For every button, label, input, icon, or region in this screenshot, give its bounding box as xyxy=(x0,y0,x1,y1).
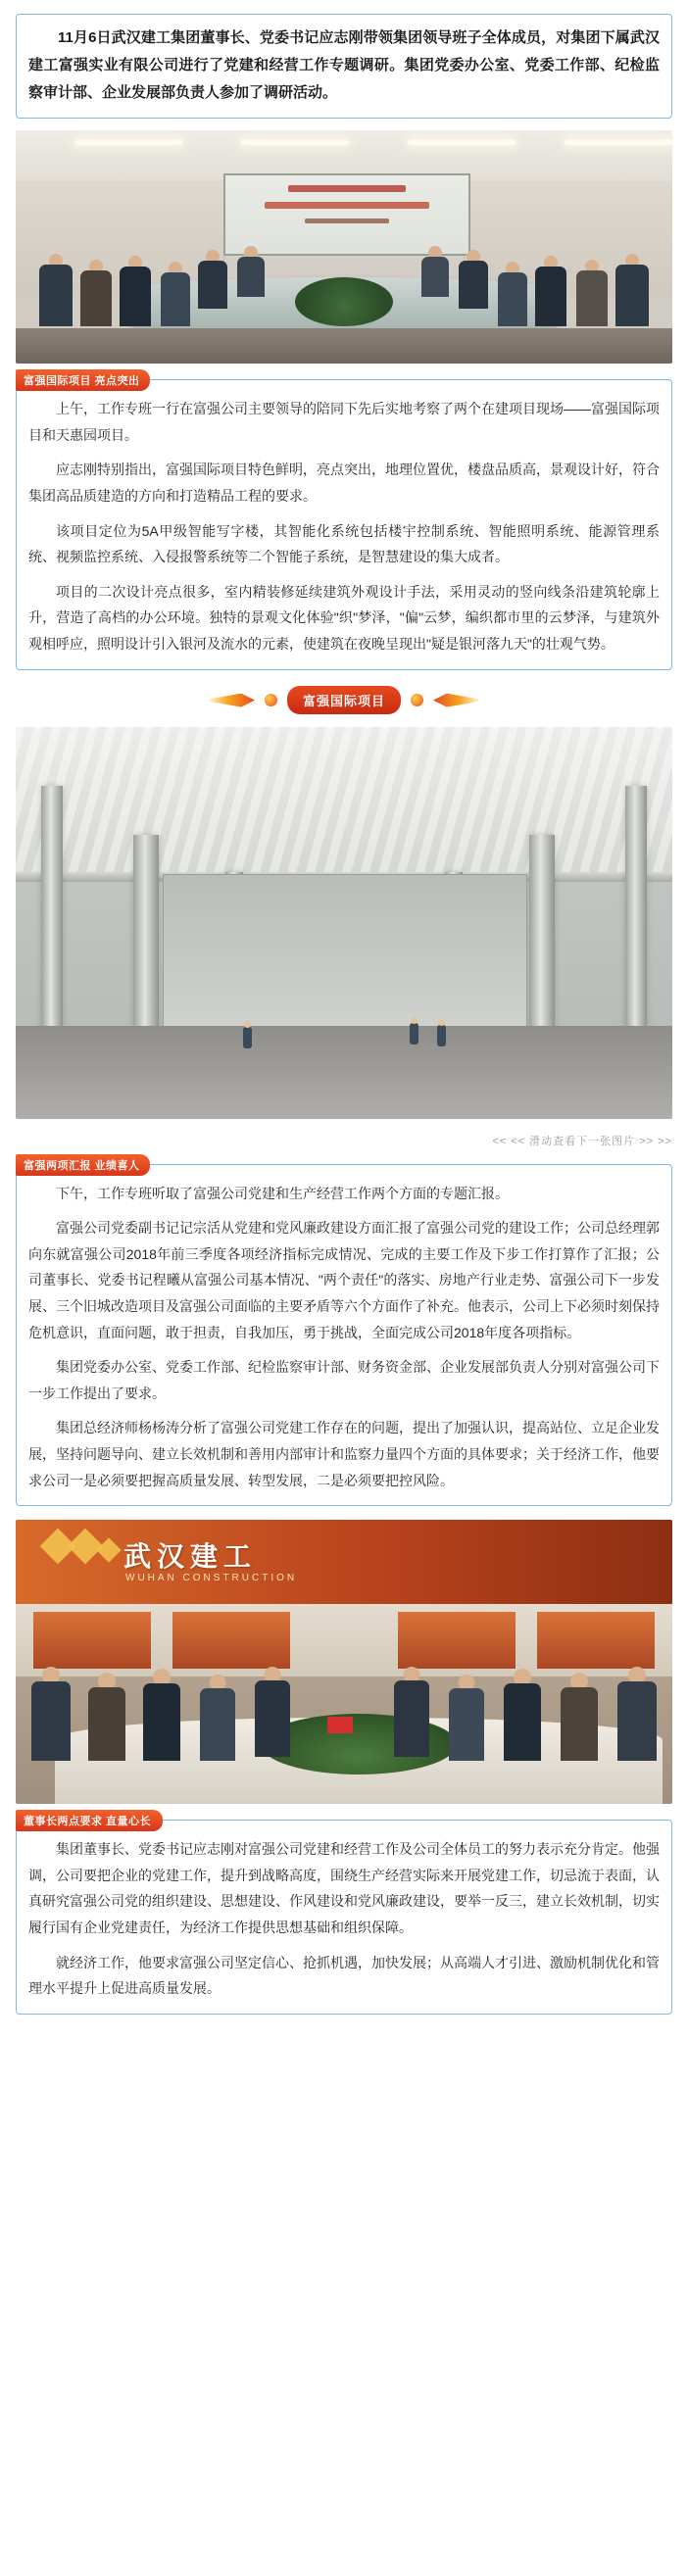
worker xyxy=(437,1025,446,1046)
project-banner xyxy=(16,684,672,717)
attendee xyxy=(617,1667,657,1761)
torso xyxy=(561,1687,598,1761)
paragraph: 上午，工作专班一行在富强公司主要领导的陪同下先后实地考察了两个在建项目现场——富强国际项目和天惠园项目。 xyxy=(28,401,660,443)
article-page xyxy=(0,14,688,2015)
table-plant xyxy=(295,277,393,326)
paragraph: 下午，工作专班听取了富强公司党建和生产经营工作两个方面的专题汇报。 xyxy=(56,1185,509,1201)
attendee xyxy=(88,1673,125,1761)
steel-column xyxy=(133,835,159,1041)
ray-right-icon xyxy=(433,694,478,707)
torso xyxy=(31,1681,71,1761)
back-wall xyxy=(163,874,527,1033)
dot-right-icon xyxy=(411,694,423,706)
paragraph: 就经济工作，他要求富强公司坚定信心、抢抓机遇，加快发展；从高端人才引进、激励机制优化和管理水平提升上促进高质量发展。 xyxy=(28,1954,660,1997)
floor xyxy=(16,328,672,364)
banner-label: 富强国际项目 xyxy=(287,686,401,714)
attendee xyxy=(421,246,449,297)
roof-light-overlay xyxy=(16,727,672,874)
screen-text-line xyxy=(305,219,389,223)
paragraph: 应志刚特别指出，富强国际项目特色鲜明，亮点突出，地理位置优，楼盘品质高，景观设计好，符合集团高品质建造的方向和打造精品工程的要求。 xyxy=(28,462,660,505)
attendee xyxy=(143,1669,180,1761)
banner-company-subtitle: WUHAN CONSTRUCTION xyxy=(125,1573,298,1584)
attendee xyxy=(576,260,608,326)
projection-screen xyxy=(223,173,470,256)
diamond-icon xyxy=(68,1529,104,1565)
dot-left-icon xyxy=(265,694,277,706)
attendee xyxy=(504,1669,541,1761)
screen-text-line xyxy=(265,202,429,209)
section-fuqiang-international xyxy=(16,375,672,669)
wall-panel xyxy=(33,1612,151,1669)
paragraph: 集团总经济师杨杨涛分析了富强公司党建工作存在的问题，提出了加强认识，提高站位、立足企业发展，坚持问题导向、建立长效机制和善用内部审计和监察力量四个方面的具体要求；关于经济工作，他要求公司一是必须要把握高质量发展、转型发展，二是必须要把控风险。 xyxy=(28,1420,660,1488)
torso xyxy=(120,267,151,326)
attendee xyxy=(498,262,527,326)
section-tab-label: 富强两项汇报 业绩喜人 xyxy=(16,1154,150,1176)
ray-left-icon xyxy=(210,694,255,707)
worker xyxy=(243,1027,252,1048)
attendee xyxy=(255,1667,290,1757)
screen-text-line xyxy=(288,185,406,192)
meeting-wall xyxy=(16,1604,672,1677)
torso xyxy=(80,270,112,326)
attendee xyxy=(198,250,227,309)
attendee xyxy=(200,1675,235,1761)
torso xyxy=(421,257,449,297)
attendee xyxy=(31,1667,71,1761)
torso xyxy=(198,261,227,309)
paragraph: 集团董事长、党委书记应志刚对富强公司党建和经营工作及公司全体员工的努力表示充分肯定。他强调，公司要把企业的党建工作，提升到战略高度，围绕生产经营实际来开展党建工作，切忌流于表面，认真研究富强公司党的组织建设、思想建设、作风建设和党风廉政建设，要举一反三，建立长效机制，切实履行国有企业党建责任，为经济工作提供思想基础和组织保障。 xyxy=(28,1841,660,1935)
torso xyxy=(88,1687,125,1761)
banner-company-name: 武汉建工 xyxy=(123,1540,258,1574)
torso xyxy=(617,1681,657,1761)
ceiling-light xyxy=(565,140,672,145)
steel-column xyxy=(625,786,647,1031)
torso xyxy=(200,1688,235,1761)
attendee xyxy=(80,260,112,326)
section-tab-label: 富强国际项目 亮点突出 xyxy=(16,369,150,391)
ceiling-light xyxy=(74,140,182,145)
attendee xyxy=(394,1667,429,1757)
attendee xyxy=(459,250,488,309)
torso xyxy=(237,257,265,297)
ceiling-light xyxy=(241,140,349,145)
torso xyxy=(39,265,73,326)
torso xyxy=(498,272,527,326)
wall-banner xyxy=(16,1520,672,1604)
worker xyxy=(410,1023,418,1045)
section-chairman-requirements xyxy=(16,1816,672,2015)
photo-conference-banner xyxy=(16,1520,672,1804)
photo-meeting-room-wide xyxy=(16,130,672,364)
wall-panel xyxy=(398,1612,516,1669)
swipe-hint: << << 滑动查看下一张图片 >> >> xyxy=(492,1135,672,1147)
china-flag xyxy=(327,1717,353,1733)
attendee xyxy=(449,1675,484,1761)
floor-slab xyxy=(16,1026,672,1119)
attendee xyxy=(39,254,73,326)
steel-column xyxy=(41,786,63,1031)
torso xyxy=(459,261,488,309)
paragraph: 该项目定位为5A甲级智能写字楼，其智能化系统包括楼宇控制系统、智能照明系统、能源管理系统、视频监控系统、入侵报警系统等二个智能子系统，是智慧建设的集大成者。 xyxy=(28,522,660,565)
section-tab-label: 董事长两点要求 直量心长 xyxy=(16,1810,163,1831)
torso xyxy=(394,1680,429,1757)
torso xyxy=(615,265,649,326)
torso xyxy=(504,1683,541,1761)
torso xyxy=(143,1683,180,1761)
diamond-icon xyxy=(96,1537,121,1562)
attendee xyxy=(161,262,190,326)
torso xyxy=(255,1680,290,1757)
attendee xyxy=(120,256,151,326)
attendee xyxy=(535,256,566,326)
ceiling-light xyxy=(408,140,516,145)
torso xyxy=(449,1688,484,1761)
wall-panel xyxy=(172,1612,290,1669)
paragraph: 集团党委办公室、党委工作部、纪检监察审计部、财务资金部、企业发展部负责人分别对富强公司下一步工作提出了要求。 xyxy=(28,1359,660,1401)
steel-column xyxy=(529,835,555,1041)
torso xyxy=(576,270,608,326)
attendee xyxy=(615,254,649,326)
attendee xyxy=(237,246,265,297)
section-work-reports xyxy=(16,1159,672,1507)
torso xyxy=(535,267,566,326)
paragraph: 项目的二次设计亮点很多，室内精装修延续建筑外观设计手法，采用灵动的竖向线条沿建筑轮廓上升，营造了高档的办公环境。独特的景观文化体验"织"梦泽，"偏"云梦，编织都市里的云梦泽，与建筑外观相呼应，照明设计引入银河及流水的元素，使建筑在夜晚呈现出"疑是银河落九天"的壮观气势。 xyxy=(28,583,660,652)
wall-panel xyxy=(537,1612,655,1669)
paragraph: 富强公司党委副书记记宗活从党建和党风廉政建设方面汇报了富强公司党的建设工作；公司总经理郭向东就富强公司2018年前三季度各项经济指标完成情况、完成的主要工作及下步工作打算作了汇报；公司董事长、党委书记程曦从富强公司基本情况、"两个责任"的落实、房地产行业走势、富强公司下一步发展、三个旧城改造项目及富强公司面临的主要矛盾等六个方面作了补充。他表示，公司上下必须时刻保持危机意识，直面问题，敢于担责，自我加压，勇于挑战，全面完成公司2018年度各项指标。 xyxy=(28,1220,660,1340)
intro-text: 11月6日武汉建工集团董事长、党委书记应志刚带领集团领导班子全体成员，对集团下属武汉建工富强实业有限公司进行了党建和经营工作专题调研。集团党委办公室、党委工作部、纪检监察审计部、企业发展部负责人参加了调研活动。 xyxy=(28,29,660,101)
intro-block xyxy=(16,14,672,119)
torso xyxy=(161,272,190,326)
photo-construction-atrium xyxy=(16,727,672,1119)
attendee xyxy=(561,1673,598,1761)
